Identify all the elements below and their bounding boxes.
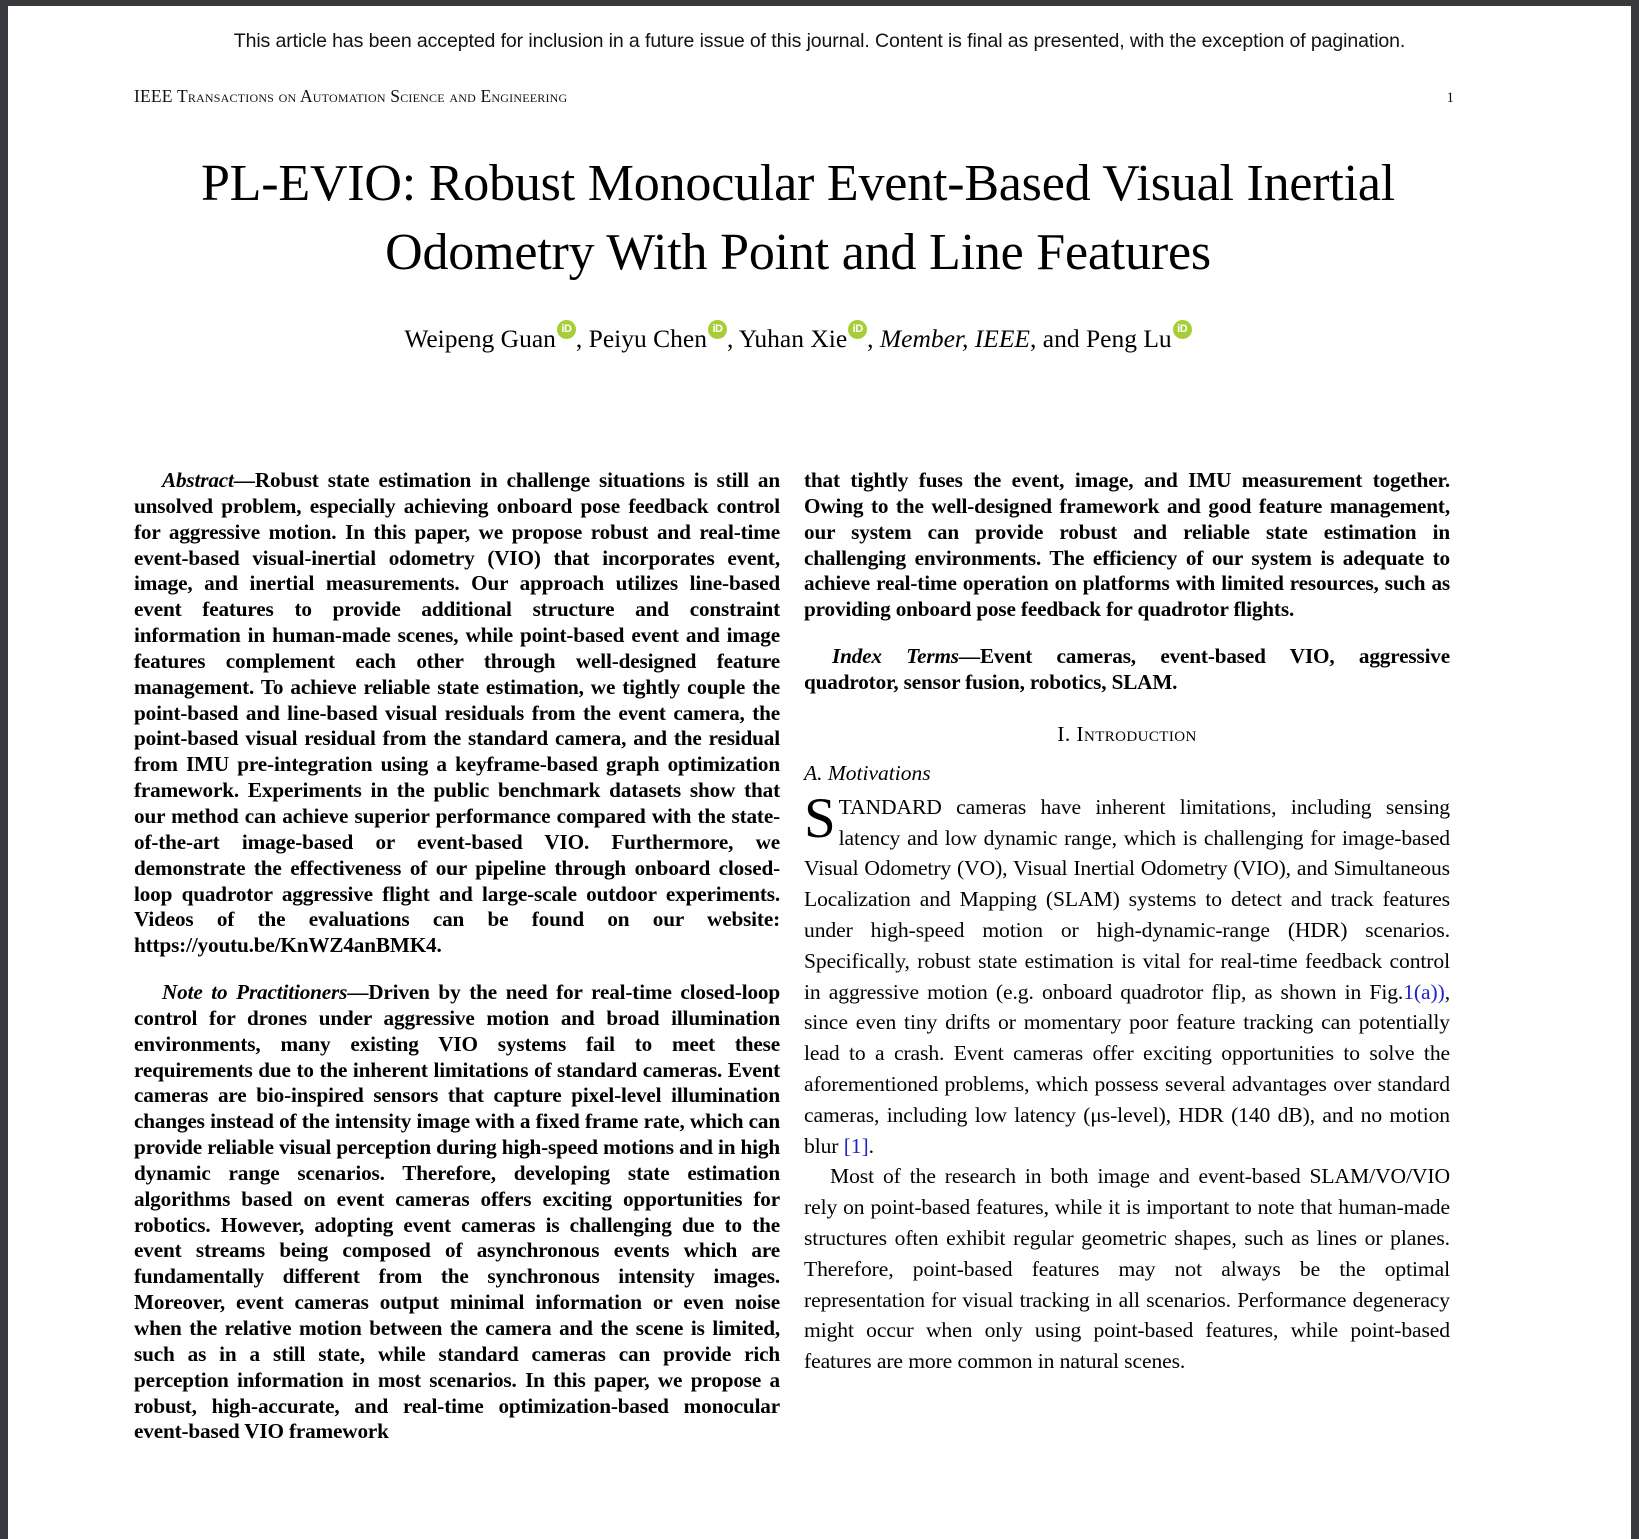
- author-separator: ,: [726, 324, 739, 353]
- author-list: [128, 324, 1468, 354]
- intro-paragraph: [804, 786, 1450, 1162]
- figure-link-1a[interactable]: 1(a)): [1403, 979, 1445, 1004]
- intro-text-c: .: [868, 1133, 874, 1158]
- journal-name: IEEE Transactions on Automation Science and Engineering: [134, 86, 568, 106]
- author-name-4: Peng Lu: [1085, 324, 1172, 353]
- abstract-label: Abstract: [162, 468, 234, 492]
- author-name-2: Peiyu Chen: [588, 324, 707, 353]
- note-dash: —: [347, 980, 369, 1005]
- section-heading-introduction: I. Introduction: [1057, 721, 1197, 746]
- index-terms-dash: —: [958, 644, 980, 669]
- orcid-icon[interactable]: [848, 320, 867, 339]
- index-terms-paragraph: [804, 644, 1450, 696]
- acceptance-banner: This article has been accepted for inclusion in a future issue of this journal. Content is final as presented, with the exception of pagination.: [233, 30, 1406, 52]
- paper-title: PL-EVIO: Robust Monocular Event-Based Visual Inertial Odometry With Point and Line Features: [200, 155, 1396, 282]
- orcid-icon[interactable]: [1173, 320, 1192, 339]
- page-number: 1: [1446, 90, 1454, 106]
- paper-page: [8, 6, 1631, 1539]
- index-terms-text: Event cameras, event-based VIO, aggressive quadrotor, sensor fusion, robotics, SLAM.: [804, 644, 1451, 694]
- abstract-text: Robust state estimation in challenge situations is still an unsolved problem, especially achieving onboard pose feedback control for aggressive motion. In this paper, we propose robust and real-time event-based visual-inertial odometry (VIO) that incorporates event, image, and inertial measurements. Our approach utilizes line-based event features to provide additional structure and constraint information in human-made scenes, while point-based event and image features complement each other through well-designed feature management. To achieve reliable state estimation, we tightly couple the point-based and line-based visual residuals from the event camera, the point-based visual residual from the standard camera, and the residual from IMU pre-integration using a keyframe-based graph optimization framework. Experiments in the public benchmark datasets show that our method can achieve superior performance compared with the state-of-the-art image-based or event-based VIO. Furthermore, we demonstrate the effectiveness of our pipeline through onboard closed-loop quadrotor aggressive flight and large-scale outdoor experiments. Videos of the evaluations can be found on our website: https://youtu.be/KnWZ4anBMK4.: [134, 468, 780, 958]
- page-bottom-edge: [8, 1533, 1631, 1539]
- author-separator: ,: [867, 324, 880, 353]
- author-membership: Member, IEEE: [879, 324, 1031, 353]
- right-column: [804, 468, 1450, 1377]
- author-separator: ,: [575, 324, 589, 353]
- author-name-3: Yuhan Xie: [738, 324, 848, 353]
- abstract-paragraph: [134, 468, 780, 959]
- author-separator: ,: [1030, 324, 1043, 353]
- running-head: [134, 86, 1454, 107]
- note-continuation-paragraph: that tightly fuses the event, image, and IMU measurement together. Owing to the well-designed framework and good feature management, our system can provide robust and reliable state estimation in challenging environments. The efficiency of our system is adequate to achieve real-time operation on platforms with limited resources, such as providing onboard pose feedback for quadrotor flights.: [804, 468, 1450, 622]
- subsection-heading-motivations: A. Motivations: [804, 760, 931, 785]
- orcid-icon[interactable]: [557, 320, 576, 339]
- index-terms-label: Index Terms: [832, 644, 959, 669]
- intro-text-a: TANDARD cameras have inherent limitations, including sensing latency and low dynamic range, which is challenging for image-based Visual Odometry (VO), Visual Inertial Odometry (VIO), and Simultaneous Localization and Mapping (SLAM) systems to detect and track features under high-speed motion or high-dynamic-range (HDR) scenarios. Specifically, robust state estimation is vital for real-time feedback control in aggressive motion (e.g. onboard quadrotor flip, as shown in Fig.: [804, 794, 1450, 1004]
- orcid-icon[interactable]: [708, 320, 727, 339]
- left-column: [134, 468, 780, 1445]
- note-label: Note to Practitioners: [162, 980, 348, 1005]
- author-name-1: Weipeng Guan: [404, 324, 556, 353]
- abstract-dash: —: [233, 468, 255, 492]
- note-text: Driven by the need for real-time closed-loop control for drones under aggressive motion and broad illumination environments, many existing VIO systems fail to meet these requirements due to the inherent limitations of standard cameras. Event cameras are bio-inspired sensors that capture pixel-level illumination changes instead of the intensity image with a fixed frame rate, which can provide reliable visual perception during high-speed motions and in high dynamic range scenarios. Therefore, developing state estimation algorithms based on event cameras offers exciting opportunities for robotics. However, adopting event cameras is challenging due to the event streams being composed of asynchronous events which are fundamentally different from the synchronous intensity images. Moreover, event cameras output minimal information or even noise when the relative motion between the camera and the scene is limited, such as in a still state, while standard cameras can provide rich perception information in most scenarios. In this paper, we propose a robust, high-accurate, and real-time optimization-based monocular event-based VIO framework: [134, 980, 780, 1444]
- note-to-practitioners-paragraph: [134, 980, 780, 1445]
- intro-second-paragraph: Most of the research in both image and event-based SLAM/VO/VIO rely on point-based features, while it is important to note that human-made structures often exhibit regular geometric shapes, such as lines or planes. Therefore, point-based features may not always be the optimal representation for visual tracking in all scenarios. Performance degeneracy might occur when only using point-based features, while point-based features are more common in natural scenes.: [804, 1164, 1450, 1374]
- author-conjunction: and: [1042, 324, 1080, 353]
- drop-cap: S: [804, 786, 836, 850]
- intro-text-b: , since even tiny drifts or momentary poor feature tracking can potentially lead to a crash. Event cameras offer exciting opportunities to solve the aforementioned problems, which possess several advantages over standard cameras, including low latency (μs-level), HDR (140 dB), and no motion blur: [804, 979, 1450, 1158]
- citation-link-1[interactable]: [1]: [843, 1133, 869, 1158]
